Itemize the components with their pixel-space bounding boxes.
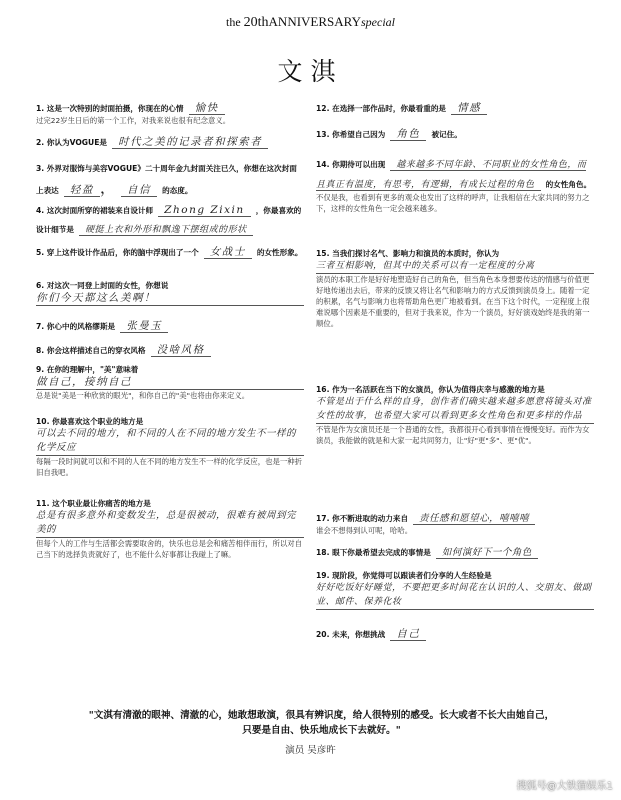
question-3-tail: 的态度。 (162, 186, 193, 195)
question-11-answer: 总是有很多意外和变数发生，总是很被动，很难有被周到完美的 (36, 509, 304, 538)
question-16-answer: 不管是出于什么样的自身，创作者们确实越来越多愿意将镜头对准女性的故事，也希望大家可以看到更多女性角色和更多样的作品 (316, 395, 594, 424)
question-11 (36, 498, 304, 560)
question-14-text: 14. 你期待可以出现 (316, 160, 386, 169)
question-10-note: 每隔一段时间就可以和不同的人在不同的地方发生不一样的化学反应，也是一种折旧自我吧。 (36, 457, 303, 477)
magazine-header (0, 14, 621, 31)
question-1-text: 1. 这是一次特别的封面拍摄，你现在的心情 (36, 104, 184, 113)
page-title: 文淇 (277, 57, 344, 86)
header-anniversary-word: ANNIVERSARY (268, 14, 362, 29)
question-15 (316, 248, 594, 384)
question-4-mid: ，你最喜欢的设计细节是 (36, 206, 302, 234)
pull-quote-line-2: 只要是自由、快乐地成长下去就好。" (242, 725, 401, 736)
pull-quote-line-1: "文淇有清澈的眼神、清澈的心，她敢想敢演，很具有辨识度，给人很特别的感受。长大或者不长大由她自己， (88, 710, 555, 721)
question-15-note: 演员的本职工作是好好地塑造好自己的角色，但当角色本身想要传达的情感与价值更好地传递出去后，带来的反馈又将让名气和影响力的方式反馈到演员身上。随着一定的积累，名气与影响力也将帮助角色更广地被看到。在当下这个时代，一定程度上很难说哪个因素是不重要的，但对于我来说，作为一个演员，好好演戏始终是我的第一顺位。 (316, 275, 590, 328)
question-17-note: 谁会不想得到认可呢，哈哈。 (316, 526, 413, 535)
watermark: 搜狐号@大铁猫娱乐1 (516, 781, 613, 792)
question-5-tail: 的女性形象。 (256, 248, 303, 257)
question-10 (36, 416, 304, 498)
question-11-note: 但每个人的工作与生活都会需要取舍的，快乐也总是会和痛苦相伴而行，所以对自己当下的选择负责就好了，也不能什么好事都让我碰上了嘛。 (36, 539, 303, 559)
header-prefix: the (225, 15, 241, 29)
question-9-answer: 做自己，接纳自己 (36, 375, 304, 390)
question-17 (316, 506, 594, 540)
question-9-text: 9. 在你的理解中，"美"意味着 (36, 365, 139, 374)
question-11-text: 11. 这个职业最让你痛苦的地方是 (36, 499, 151, 508)
question-18-text: 18. 眼下你最希望去完成的事情是 (316, 548, 431, 557)
question-16 (316, 384, 594, 506)
question-14 (316, 152, 594, 248)
question-14-tail: 的女性角色。 (545, 180, 592, 189)
question-7-answer: 张曼玉 (120, 320, 168, 333)
question-17-text: 17. 你不断进取的动力来自 (316, 514, 409, 523)
question-13-tail: 被记住。 (431, 130, 462, 139)
question-12 (316, 96, 594, 122)
question-12-text: 12. 在选择一部作品时，你最看重的是 (316, 104, 447, 113)
question-19-text: 19. 现阶段，你觉得可以跟读者们分享的人生经验是 (316, 571, 492, 580)
question-8-text: 8. 你会这样描述自己的穿衣风格 (36, 346, 146, 355)
question-6 (36, 280, 304, 314)
question-3: 3. 外界对服饰与美容VOGUE》二十周年金九封面关注已久，你想在这次封面上表达 轻盈 ， 自信 的态度。 (36, 164, 297, 197)
question-3-text: 3. 外界对服饰与美容VOGUE》二十周年金九封面关注已久，你想在这次封面上表达 (36, 164, 297, 195)
question-13-text: 13. 你希望自己因为 (316, 130, 386, 139)
question-1-note: 过完22岁生日后的第一个工作，对我来说也很有纪念意义。 (36, 116, 231, 125)
question-8 (36, 338, 304, 364)
question-18-answer: 如何演好下一个角色 (436, 547, 538, 559)
question-19-answer: 好好吃饭好好睡觉，不要把更多时间花在认识的人、交朋友、做副业、邮件、保养化妆 (316, 581, 594, 610)
header-anniversary-number: 20th (243, 15, 269, 30)
question-9-note: 总是说"美是一种欣赏的眼光"，和你自己的"美"也将由你来定义。 (36, 391, 250, 400)
question-9 (36, 364, 304, 416)
question-6-answer: 你们今天都这么美啊！ (36, 291, 304, 306)
quote-attribution: 演员 吴彦旿 (285, 745, 336, 756)
question-20-text: 20. 未来，你想挑战 (316, 630, 386, 639)
question-10-text: 10. 你最喜欢这个职业的地方是 (36, 417, 144, 426)
question-12-answer: 情感 (451, 102, 487, 115)
question-7-text: 7. 你心中的风格缪斯是 (36, 322, 116, 331)
question-8-answer: 没啥风格 (151, 344, 211, 357)
question-3-answer-2: 自信 (121, 184, 157, 197)
header-special: special (361, 15, 396, 29)
question-19 (316, 570, 594, 622)
question-15-answer: 三者互相影响，但其中的关系可以有一定程度的分离 (316, 259, 594, 274)
question-2 (36, 130, 304, 156)
question-1-answer: 愉快 (189, 102, 225, 115)
question-14-note: 不仅是我，也看到有更多的观众也发出了这样的呼声，让我相信在大家共同的努力之下，这样的女性角色一定会越来越多。 (316, 193, 590, 213)
question-15-text: 15. 当我们探讨名气、影响力和演员的本质时，你认为 (316, 249, 500, 258)
question-20-answer: 自己 (390, 628, 426, 641)
question-4-text: 4. 这次封面所穿的裙装来自设计师 (36, 206, 154, 215)
question-5-text: 5. 穿上这件设计作品后，你的脑中浮现出了一个 (36, 248, 199, 257)
pull-quote (70, 708, 573, 738)
question-4-answer-2: 硬挺上衣和外形和飘逸下摆组成的形状 (79, 225, 253, 236)
question-5-answer: 女战士 (204, 246, 252, 259)
question-5 (36, 240, 304, 280)
question-4 (36, 198, 304, 240)
question-2-answer: 时代之美的记录者和探索者 (112, 136, 268, 149)
question-14-answer: 越来越多不同年龄、不同职业的女性角色，而且真正有温度，有思考，有逻辑，有成长过程的角色 (316, 160, 587, 190)
question-16-text: 16. 作为一名活跃在当下的女演员，你认为值得庆幸与感激的地方是 (316, 385, 545, 394)
question-13 (316, 122, 594, 152)
question-3-answer-1: 轻盈 (64, 184, 100, 197)
question-1 (36, 96, 304, 125)
question-18 (316, 540, 594, 570)
question-7 (36, 314, 304, 338)
right-column (316, 96, 594, 641)
question-13-answer: 角色 (390, 128, 426, 141)
question-4-answer: Zhong Zixin (158, 204, 250, 217)
question-10-answer: 可以去不同的地方，和不同的人在不同的地方发生不一样的化学反应 (36, 427, 304, 456)
question-17-answer: 责任感和愿望心，嘻嘻嘻 (413, 513, 535, 525)
question-2-text: 2. 你认为VOGUE是 (36, 138, 107, 147)
question-20 (316, 622, 594, 641)
question-16-note: 不管是作为女演员还是一个普通的女性，我都很开心看到事情在慢慢变好。而作为女演员，我能做的就是和大家一起共同努力，让"好"更"多"、更"优"。 (316, 425, 590, 445)
left-column (36, 96, 304, 560)
question-6-text: 6. 对这次一同登上封面的女性，你想说 (36, 281, 169, 290)
